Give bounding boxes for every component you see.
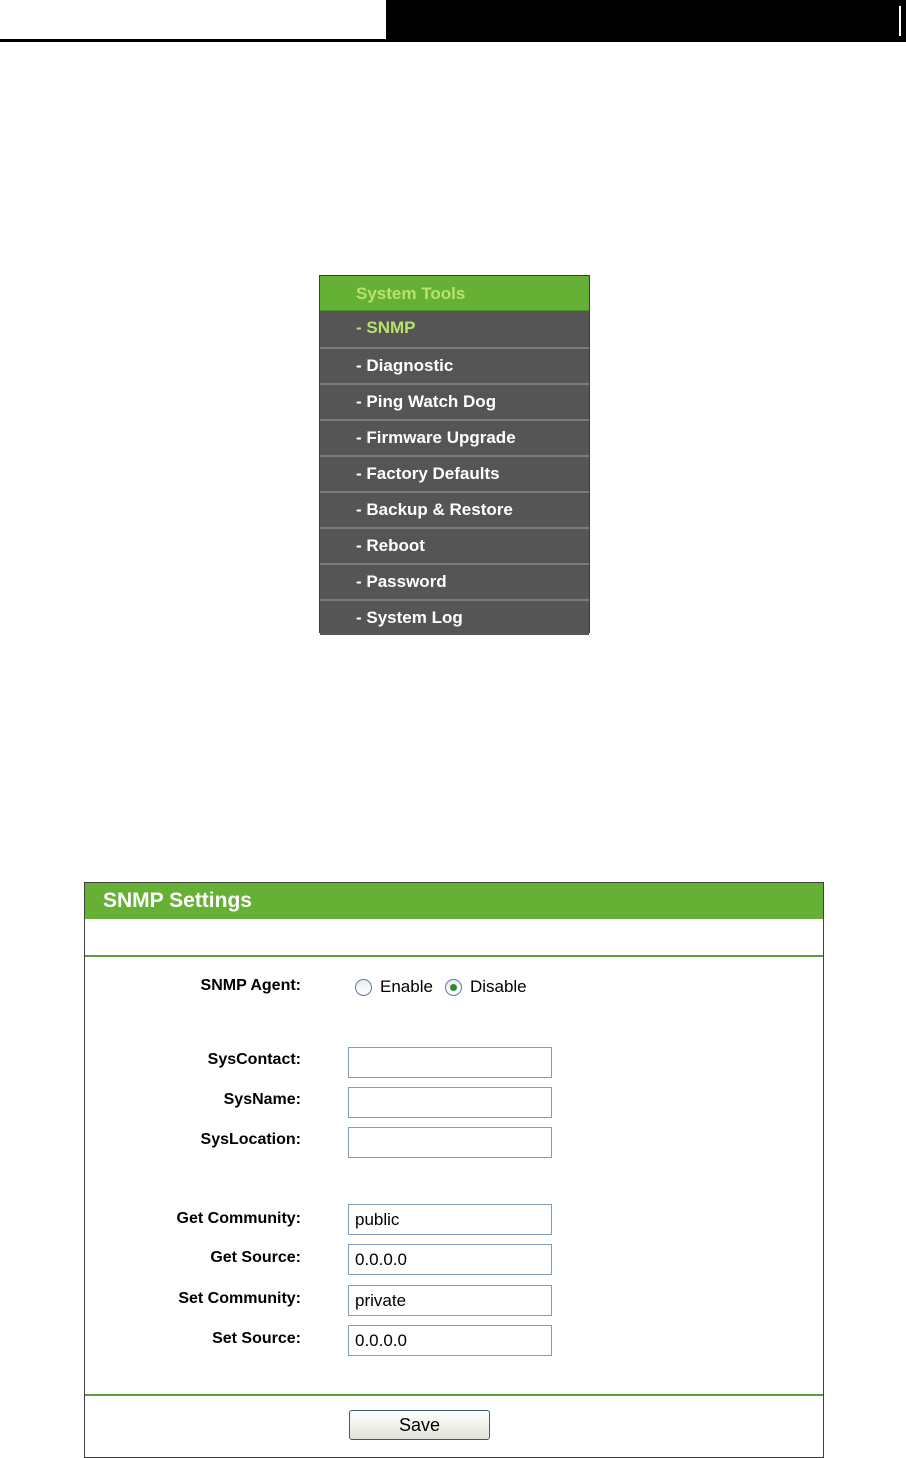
menu-item-backup-restore[interactable]: - Backup & Restore [320,491,589,527]
snmp-agent-label: SNMP Agent: [200,977,301,994]
save-button[interactable]: Save [349,1410,490,1440]
get-community-field[interactable] [348,1204,552,1235]
menu-item-password[interactable]: - Password [320,563,589,599]
get-community-label: Get Community: [176,1210,301,1227]
sys-name-field[interactable] [348,1087,552,1118]
set-source-label: Set Source: [212,1330,301,1347]
menu-item-reboot[interactable]: - Reboot [320,527,589,563]
menu-item-firmware-upgrade[interactable]: - Firmware Upgrade [320,419,589,455]
sys-name-label: SysName: [223,1091,301,1108]
menu-header[interactable]: System Tools [320,276,589,311]
menu-item-system-log[interactable]: - System Log [320,599,589,635]
get-source-label: Get Source: [210,1249,301,1266]
menu-item-ping-watch-dog[interactable]: - Ping Watch Dog [320,383,589,419]
header-rule [0,39,386,42]
snmp-agent-radio-group [355,976,539,998]
menu-item-diagnostic[interactable]: - Diagnostic [320,347,589,383]
header-bar [386,0,906,42]
disable-radio-label[interactable]: Disable [469,977,527,996]
sys-location-field[interactable] [348,1127,552,1158]
snmp-settings-panel [84,882,824,1458]
set-community-label: Set Community: [178,1290,301,1307]
panel-subheader [85,919,823,957]
menu-item-snmp[interactable]: - SNMP [320,311,589,347]
header-bar-edge [899,6,901,36]
sys-location-label: SysLocation: [200,1131,301,1148]
footer-divider [85,1394,823,1396]
disable-radio[interactable] [445,979,462,996]
set-community-field[interactable] [348,1285,552,1316]
document-header [0,0,906,44]
sys-contact-label: SysContact: [207,1051,301,1068]
set-source-field[interactable] [348,1325,552,1356]
menu-item-factory-defaults[interactable]: - Factory Defaults [320,455,589,491]
get-source-field[interactable] [348,1244,552,1275]
enable-radio[interactable] [355,979,372,996]
system-tools-menu [319,275,590,633]
sys-contact-field[interactable] [348,1047,552,1078]
panel-title: SNMP Settings [85,883,823,919]
enable-radio-label[interactable]: Enable [380,977,433,996]
